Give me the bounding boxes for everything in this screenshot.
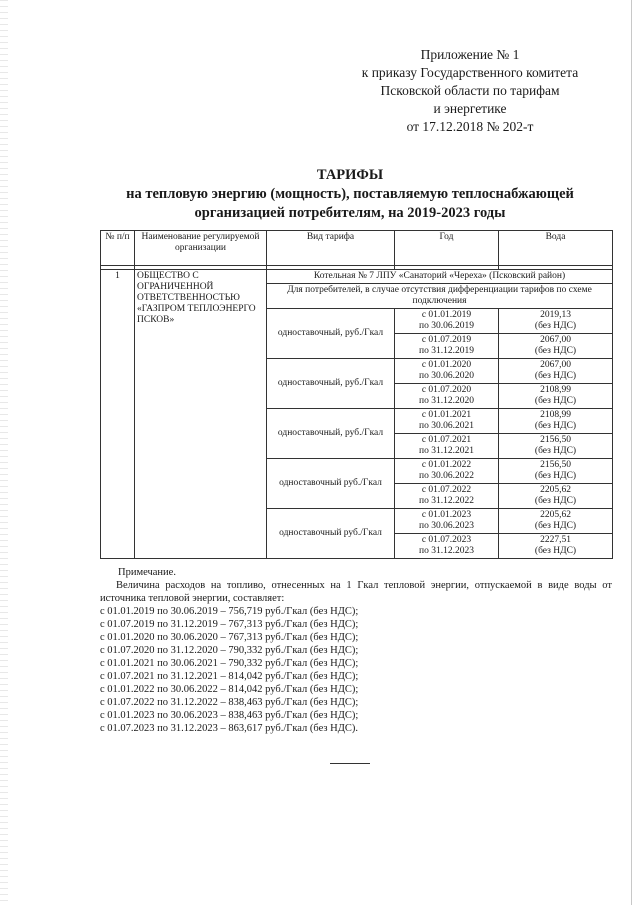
period-from: с 01.01.2023: [421, 510, 472, 520]
period-to: по 31.12.2019: [419, 346, 474, 356]
notes-title: Примечание.: [118, 567, 176, 578]
end-line: [330, 763, 370, 764]
notes-line: с 01.07.2022 по 31.12.2022 – 838,463 руб./Гкал (без НДС);: [100, 697, 359, 708]
price-cell: [499, 534, 613, 559]
appendix-line: Приложение № 1: [420, 47, 520, 62]
price-value: 2156,50: [540, 435, 571, 445]
price-cell: [499, 459, 613, 484]
notes-line: с 01.07.2020 по 31.12.2020 – 790,332 руб./Гкал (без НДС);: [100, 645, 359, 656]
period-cell: [395, 359, 499, 384]
tariff-table: [100, 230, 613, 559]
notes-line: с 01.01.2023 по 30.06.2023 – 838,463 руб./Гкал (без НДС);: [100, 710, 359, 721]
notes-intro: Величина расходов на топливо, отнесенных на 1 Гкал тепловой энергии, отпускаемой в виде воды от источника тепловой энергии, составляет:: [100, 580, 612, 604]
price-value: 2108,99: [540, 385, 571, 395]
appendix-line: и энергетике: [433, 101, 507, 116]
scan-edge-right: [631, 0, 632, 905]
price-cell: [499, 384, 613, 409]
appendix-line: Псковской области по тарифам: [380, 83, 560, 98]
vat-note: (без НДС): [534, 421, 577, 431]
notes-line: с 01.07.2023 по 31.12.2023 – 863,617 руб./Гкал (без НДС).: [100, 723, 359, 734]
notes-list: [100, 605, 612, 735]
organization-name: ОБЩЕСТВО С ОГРАНИЧЕННОЙ ОТВЕТСТВЕННОСТЬЮ «ГАЗПРОМ ТЕПЛОЭНЕРГО ПСКОВ»: [135, 270, 267, 559]
notes-line: с 01.07.2021 по 31.12.2021 – 814,042 руб./Гкал (без НДС);: [100, 671, 359, 682]
period-cell: [395, 309, 499, 334]
tariff-type: одноставочный, руб./Гкал: [267, 409, 395, 459]
vat-note: (без НДС): [534, 471, 577, 481]
period-cell: [395, 534, 499, 559]
appendix-header: [330, 46, 610, 136]
price-cell: [499, 434, 613, 459]
period-cell: [395, 459, 499, 484]
price-cell: [499, 409, 613, 434]
vat-note: (без НДС): [534, 521, 577, 531]
period-to: по 30.06.2019: [419, 321, 474, 331]
header-year: Год: [395, 231, 499, 266]
price-value: 2019,13: [540, 310, 571, 320]
notes-line: с 01.01.2022 по 30.06.2022 – 814,042 руб./Гкал (без НДС);: [100, 684, 359, 695]
period-to: по 30.06.2021: [419, 421, 474, 431]
appendix-line: от 17.12.2018 № 202-т: [406, 119, 534, 134]
vat-note: (без НДС): [534, 321, 577, 331]
period-to: по 31.12.2023: [419, 546, 474, 556]
title-line: на тепловую энергию (мощность), поставляемую теплоснабжающей: [126, 186, 574, 202]
period-from: с 01.07.2019: [421, 335, 472, 345]
price-value: 2156,50: [540, 460, 571, 470]
price-value: 2205,62: [540, 485, 571, 495]
header-org: Наименование регулируемой организации: [135, 231, 267, 266]
tariff-type: одноставочный руб./Гкал: [267, 509, 395, 559]
period-cell: [395, 334, 499, 359]
period-to: по 31.12.2020: [419, 396, 474, 406]
notes-line: с 01.01.2020 по 30.06.2020 – 767,313 руб./Гкал (без НДС);: [100, 632, 359, 643]
period-cell: [395, 484, 499, 509]
period-from: с 01.01.2021: [421, 410, 472, 420]
period-cell: [395, 434, 499, 459]
vat-note: (без НДС): [534, 396, 577, 406]
period-to: по 31.12.2022: [419, 496, 474, 506]
vat-note: (без НДС): [534, 346, 577, 356]
period-from: с 01.07.2021: [421, 435, 472, 445]
notes-line: с 01.07.2019 по 31.12.2019 – 767,313 руб./Гкал (без НДС);: [100, 619, 359, 630]
period-cell: [395, 384, 499, 409]
period-to: по 30.06.2020: [419, 371, 474, 381]
price-cell: [499, 309, 613, 334]
vat-note: (без НДС): [534, 546, 577, 556]
scan-edge-left: [0, 0, 8, 905]
period-to: по 31.12.2021: [419, 446, 474, 456]
vat-note: (без НДС): [534, 496, 577, 506]
document-title: [60, 166, 640, 223]
period-to: по 30.06.2022: [419, 471, 474, 481]
period-to: по 30.06.2023: [419, 521, 474, 531]
header-water: Вода: [499, 231, 613, 266]
header-type: Вид тарифа: [267, 231, 395, 266]
period-from: с 01.07.2023: [421, 535, 472, 545]
tariff-type: одноставочный, руб./Гкал: [267, 359, 395, 409]
boiler-name: Котельная № 7 ЛПУ «Санаторий «Череха» (Псковский район): [267, 270, 613, 284]
price-value: 2227,51: [540, 535, 571, 545]
vat-note: (без НДС): [534, 371, 577, 381]
notes-line: с 01.01.2021 по 30.06.2021 – 790,332 руб./Гкал (без НДС);: [100, 658, 359, 669]
price-value: 2108,99: [540, 410, 571, 420]
price-value: 2067,00: [540, 360, 571, 370]
price-cell: [499, 334, 613, 359]
vat-note: (без НДС): [534, 446, 577, 456]
tariff-type: одноставочный руб./Гкал: [267, 459, 395, 509]
period-from: с 01.01.2019: [421, 310, 472, 320]
consumers-note: Для потребителей, в случае отсутствия дифференциации тарифов по схеме подключения: [267, 284, 613, 309]
price-cell: [499, 484, 613, 509]
period-from: с 01.07.2020: [421, 385, 472, 395]
price-cell: [499, 509, 613, 534]
boiler-row: [101, 270, 613, 284]
period-cell: [395, 409, 499, 434]
period-from: с 01.07.2022: [421, 485, 472, 495]
notes-section: [100, 566, 612, 735]
price-cell: [499, 359, 613, 384]
tariff-type: одноставочный, руб./Гкал: [267, 309, 395, 359]
title-line: организацией потребителям, на 2019-2023 годы: [194, 205, 506, 221]
title-line: ТАРИФЫ: [316, 167, 384, 183]
period-from: с 01.01.2020: [421, 360, 472, 370]
period-cell: [395, 509, 499, 534]
price-value: 2205,62: [540, 510, 571, 520]
table-header-row: [101, 231, 613, 266]
price-value: 2067,00: [540, 335, 571, 345]
row-number: 1: [101, 270, 135, 559]
period-from: с 01.01.2022: [421, 460, 472, 470]
header-num: № п/п: [101, 231, 135, 266]
appendix-line: к приказу Государственного комитета: [361, 65, 579, 80]
notes-line: с 01.01.2019 по 30.06.2019 – 756,719 руб./Гкал (без НДС);: [100, 606, 359, 617]
